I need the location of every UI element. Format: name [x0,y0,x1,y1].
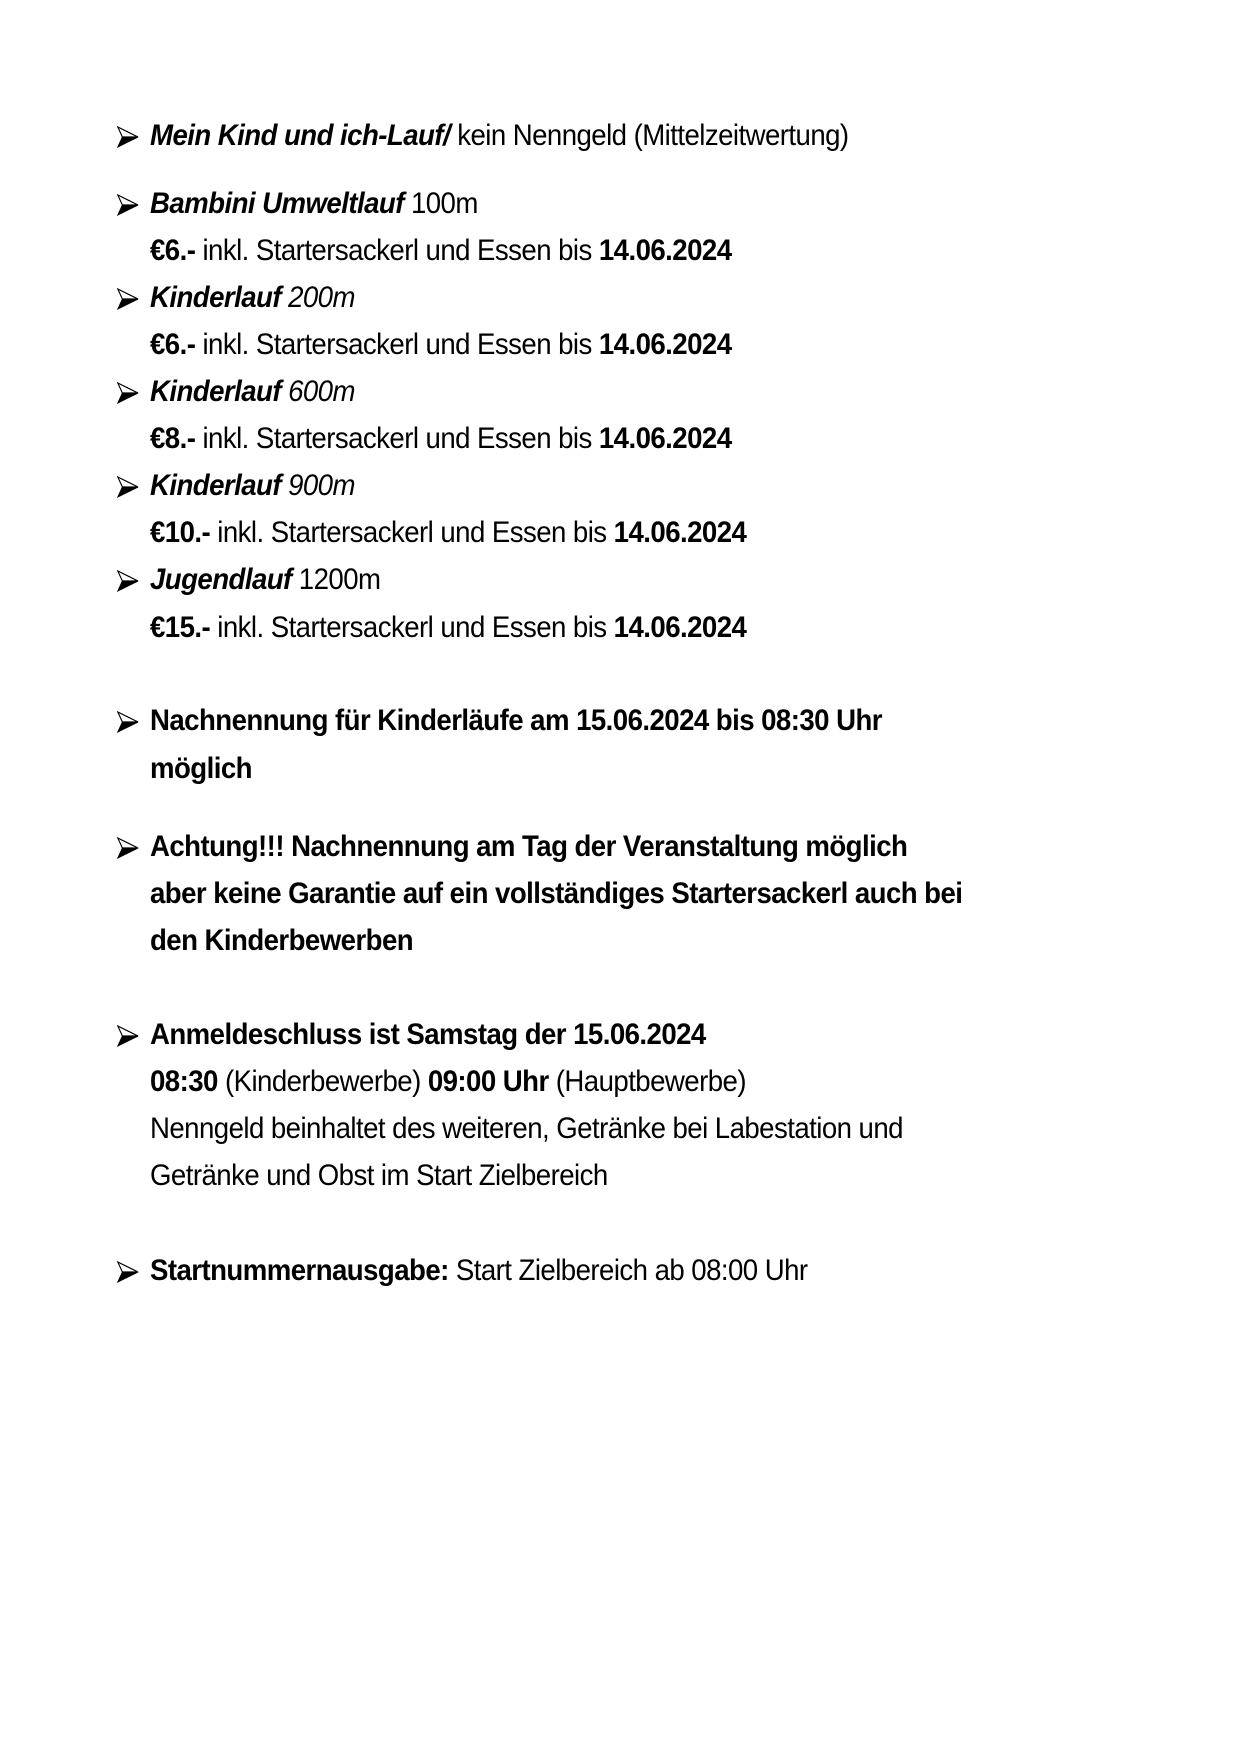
arrow-bullet-icon [117,570,139,592]
item-distance: 200m [280,281,355,314]
price-line-kinderlauf-900 [150,515,746,551]
arrow-bullet-icon [117,288,139,310]
arrow-bullet-icon [117,837,139,859]
warning-line1: Achtung!!! Nachnennung am Tag der Veranstaltung möglich [150,830,908,863]
bib-pickup-label: Startnummernausgabe: [150,1254,449,1287]
price-text: inkl. Startersackerl und Essen bis [195,422,599,455]
warning-line3-row [150,923,413,959]
arrow-bullet-icon [117,1025,139,1047]
warning-line2-row [150,876,962,912]
closing-title: Anmeldeschluss ist Samstag der 15.06.2024 [150,1018,706,1051]
deadline: 14.06.2024 [598,234,732,267]
price-text: inkl. Startersackerl und Essen bis [195,328,599,361]
fee-line2: Getränke und Obst im Start Zielbereich [150,1159,608,1192]
item-distance: 900m [280,469,355,502]
list-item-kinderlauf-600 [150,374,355,410]
price-line-jugendlauf [150,610,746,646]
closing-time-main-label: (Hauptbewerbe) [548,1065,746,1098]
item-title: Jugendlauf [150,563,292,596]
item-title: Bambini Umweltlauf [150,187,404,220]
price-text: inkl. Startersackerl und Essen bis [210,611,614,644]
item-title: Mein Kind und ich-Lauf/ [150,119,451,152]
list-item-kinderlauf-200 [150,280,355,316]
warning-item [150,829,907,865]
late-registration-line1: Nachnennung für Kinderläufe am 15.06.2024 bis 08:30 Uhr [150,704,882,737]
late-registration-item [150,703,882,739]
closing-time-kids-label: (Kinderbewerbe) [217,1065,428,1098]
price: €15.- [150,611,211,644]
price-line-kinderlauf-200 [150,327,731,363]
price-text: inkl. Startersackerl und Essen bis [210,516,614,549]
arrow-bullet-icon [117,711,139,733]
item-title: Kinderlauf [150,281,281,314]
warning-line3: den Kinderbewerben [150,924,414,957]
price: €6.- [150,234,196,267]
bib-pickup-text: Start Zielbereich ab 08:00 Uhr [448,1254,808,1287]
late-registration-line2: möglich [150,752,252,785]
item-text: kein Nenngeld (Mittelzeitwertung) [450,119,849,152]
arrow-bullet-icon [117,382,139,404]
price: €8.- [150,422,196,455]
arrow-bullet-icon [117,476,139,498]
late-registration-line2-row [150,751,252,787]
price-line-bambini [150,233,731,269]
deadline: 14.06.2024 [598,422,732,455]
list-item-jugendlauf [150,562,380,598]
item-title: Kinderlauf [150,375,281,408]
warning-line2: aber keine Garantie auf ein vollständiges Startersackerl auch bei [150,877,963,910]
item-distance: 1200m [291,563,381,596]
deadline: 14.06.2024 [613,516,747,549]
price-text: inkl. Startersackerl und Essen bis [195,234,599,267]
list-item-bambini [150,186,478,222]
closing-times-row [150,1064,746,1100]
arrow-bullet-icon [117,1261,139,1283]
arrow-bullet-icon [117,194,139,216]
item-distance: 600m [280,375,355,408]
list-item-kinderlauf-900 [150,468,355,504]
closing-time-main: 09:00 Uhr [427,1065,549,1098]
fee-line1-row [150,1111,903,1147]
arrow-bullet-icon [117,126,139,148]
item-title: Kinderlauf [150,469,281,502]
list-item-mein-kind [150,118,849,154]
price: €6.- [150,328,196,361]
fee-line2-row [150,1158,608,1194]
bib-pickup-item [150,1253,808,1289]
item-distance: 100m [403,187,478,220]
deadline: 14.06.2024 [598,328,732,361]
price-line-kinderlauf-600 [150,421,731,457]
closing-time-kids: 08:30 [150,1065,218,1098]
fee-line1: Nenngeld beinhaltet des weiteren, Getränke bei Labestation und [150,1112,903,1145]
closing-item [150,1017,706,1053]
deadline: 14.06.2024 [613,611,747,644]
price: €10.- [150,516,211,549]
